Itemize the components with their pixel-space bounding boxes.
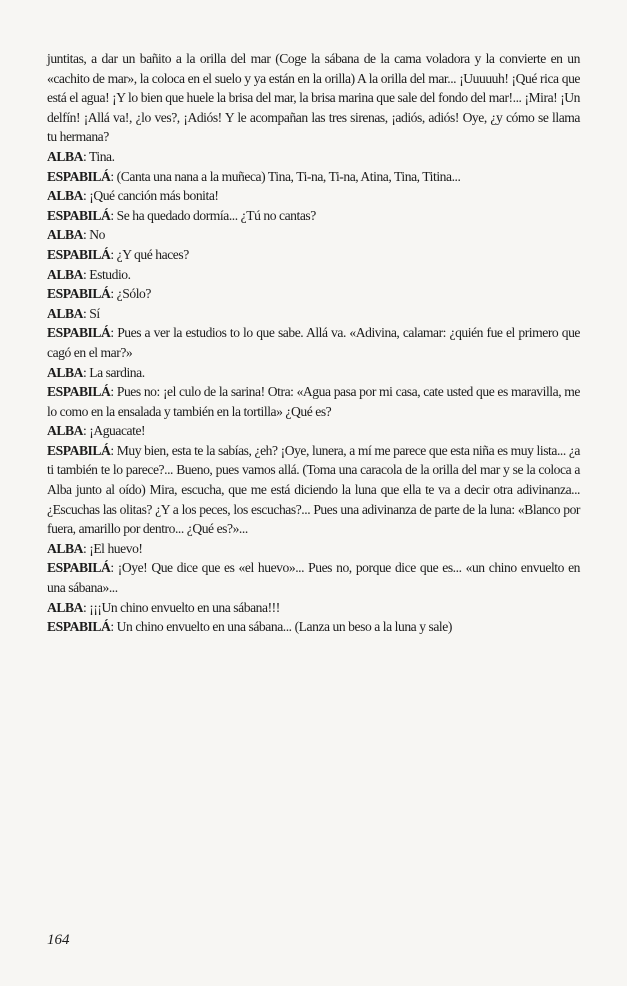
dialogue-line [47, 323, 580, 362]
speaker-name: ALBA [47, 188, 83, 204]
dialogue-line [47, 598, 580, 618]
dialogue-line [47, 147, 580, 167]
speaker-name: ESPABILÁ [47, 325, 111, 341]
dialogue-text: : Pues no: ¡el culo de la sarina! Otra: «Agua pasa por mi casa, cate usted que es maravilla, me lo como en la ensalada y también en la tortilla» ¿Qué es? [47, 384, 580, 419]
dialogue-line [47, 617, 580, 637]
dialogue-line [47, 558, 580, 597]
dialogue-text: : ¿Y qué haces? [110, 246, 189, 262]
speaker-name: ALBA [47, 540, 83, 556]
speaker-name: ESPABILÁ [47, 246, 111, 262]
speaker-name: ALBA [47, 305, 83, 321]
dialogue-lines [47, 147, 580, 637]
dialogue-text: : ¿Sólo? [110, 286, 151, 302]
speaker-name: ALBA [47, 227, 83, 243]
speaker-name: ALBA [47, 599, 83, 615]
speaker-name: ESPABILÁ [47, 168, 111, 184]
dialogue-line [47, 382, 580, 421]
dialogue-line [47, 441, 580, 539]
dialogue-line [47, 265, 580, 285]
dialogue-text: : ¡El huevo! [82, 540, 143, 556]
dialogue-text: : ¡Qué canción más bonita! [82, 188, 219, 204]
speaker-name: ESPABILÁ [47, 286, 111, 302]
dialogue-text: : Estudio. [82, 266, 131, 282]
dialogue-line [47, 284, 580, 304]
dialogue-text: : La sardina. [82, 364, 145, 380]
dialogue-line [47, 421, 580, 441]
dialogue-text: : ¡¡¡Un chino envuelto en una sábana!!! [82, 599, 280, 615]
dialogue-text: : Muy bien, esta te la sabías, ¿eh? ¡Oye, lunera, a mí me parece que esta niña es muy lista... ¿a ti también te lo parece?... Bueno, pues vamos allá. (Toma una caracola de la orilla del mar y se la coloca a Alba junto al oído) Mira, escucha, que me está diciendo la luna que ella te va a decir otra adivinanza... ¿Escuchas las olitas? ¿Y a los peces, los escuchas?... Pues una adivinanza de parte de la luna: «Blanco por fuera, amarillo por dentro... ¿Qué es?»... [47, 442, 580, 537]
play-dialogue [47, 49, 580, 637]
opening-paragraph: juntitas, a dar un bañito a la orilla del mar (Coge la sábana de la cama voladora y la convierte en un «cachito de mar», la coloca en el suelo y ya están en la orilla) A la orilla del mar... ¡Uuuuuh! ¡Qué rica que está el agua! ¡Y lo bien que huele la brisa del mar, la brisa marina que sale del fondo del mar!... ¡Mira! ¡Un delfín! ¡Allá va!, ¿lo ves?, ¡Adiós! Y le acompañan las tres sirenas, ¡adiós, adiós! Oye, ¿y cómo se llama tu hermana? [47, 51, 580, 145]
speaker-name: ALBA [47, 364, 83, 380]
dialogue-line [47, 186, 580, 206]
speaker-name: ALBA [47, 423, 83, 439]
dialogue-line [47, 245, 580, 265]
speaker-name: ALBA [47, 148, 83, 164]
dialogue-text: : Un chino envuelto en una sábana... (Lanza un beso a la luna y sale) [110, 619, 452, 635]
speaker-name: ESPABILÁ [47, 442, 111, 458]
dialogue-text: : ¡Aguacate! [82, 423, 146, 439]
dialogue-text: : Se ha quedado dormía... ¿Tú no cantas? [110, 207, 316, 223]
page-number: 164 [47, 932, 70, 948]
dialogue-text: : Sí [82, 305, 100, 321]
dialogue-text: : Pues a ver la estudios to lo que sabe. Allá va. «Adivina, calamar: ¿quién fue el primero que cagó en el mar?» [47, 325, 580, 360]
speaker-name: ESPABILÁ [47, 560, 111, 576]
dialogue-line [47, 167, 580, 187]
dialogue-line [47, 304, 580, 324]
dialogue-text: : Tina. [82, 148, 115, 164]
dialogue-line [47, 539, 580, 559]
dialogue-line [47, 363, 580, 383]
speaker-name: ESPABILÁ [47, 384, 111, 400]
dialogue-line [47, 225, 580, 245]
speaker-name: ALBA [47, 266, 83, 282]
dialogue-text: : ¡Oye! Que dice que es «el huevo»... Pues no, porque dice que es... «un chino envuelto en una sábana»... [47, 560, 580, 596]
dialogue-text: : (Canta una nana a la muñeca) Tina, Ti-na, Ti-na, Atina, Tina, Titina... [110, 168, 461, 184]
speaker-name: ESPABILÁ [47, 207, 111, 223]
dialogue-text: : No [82, 227, 105, 243]
speaker-name: ESPABILÁ [47, 619, 111, 635]
dialogue-line [47, 206, 580, 226]
